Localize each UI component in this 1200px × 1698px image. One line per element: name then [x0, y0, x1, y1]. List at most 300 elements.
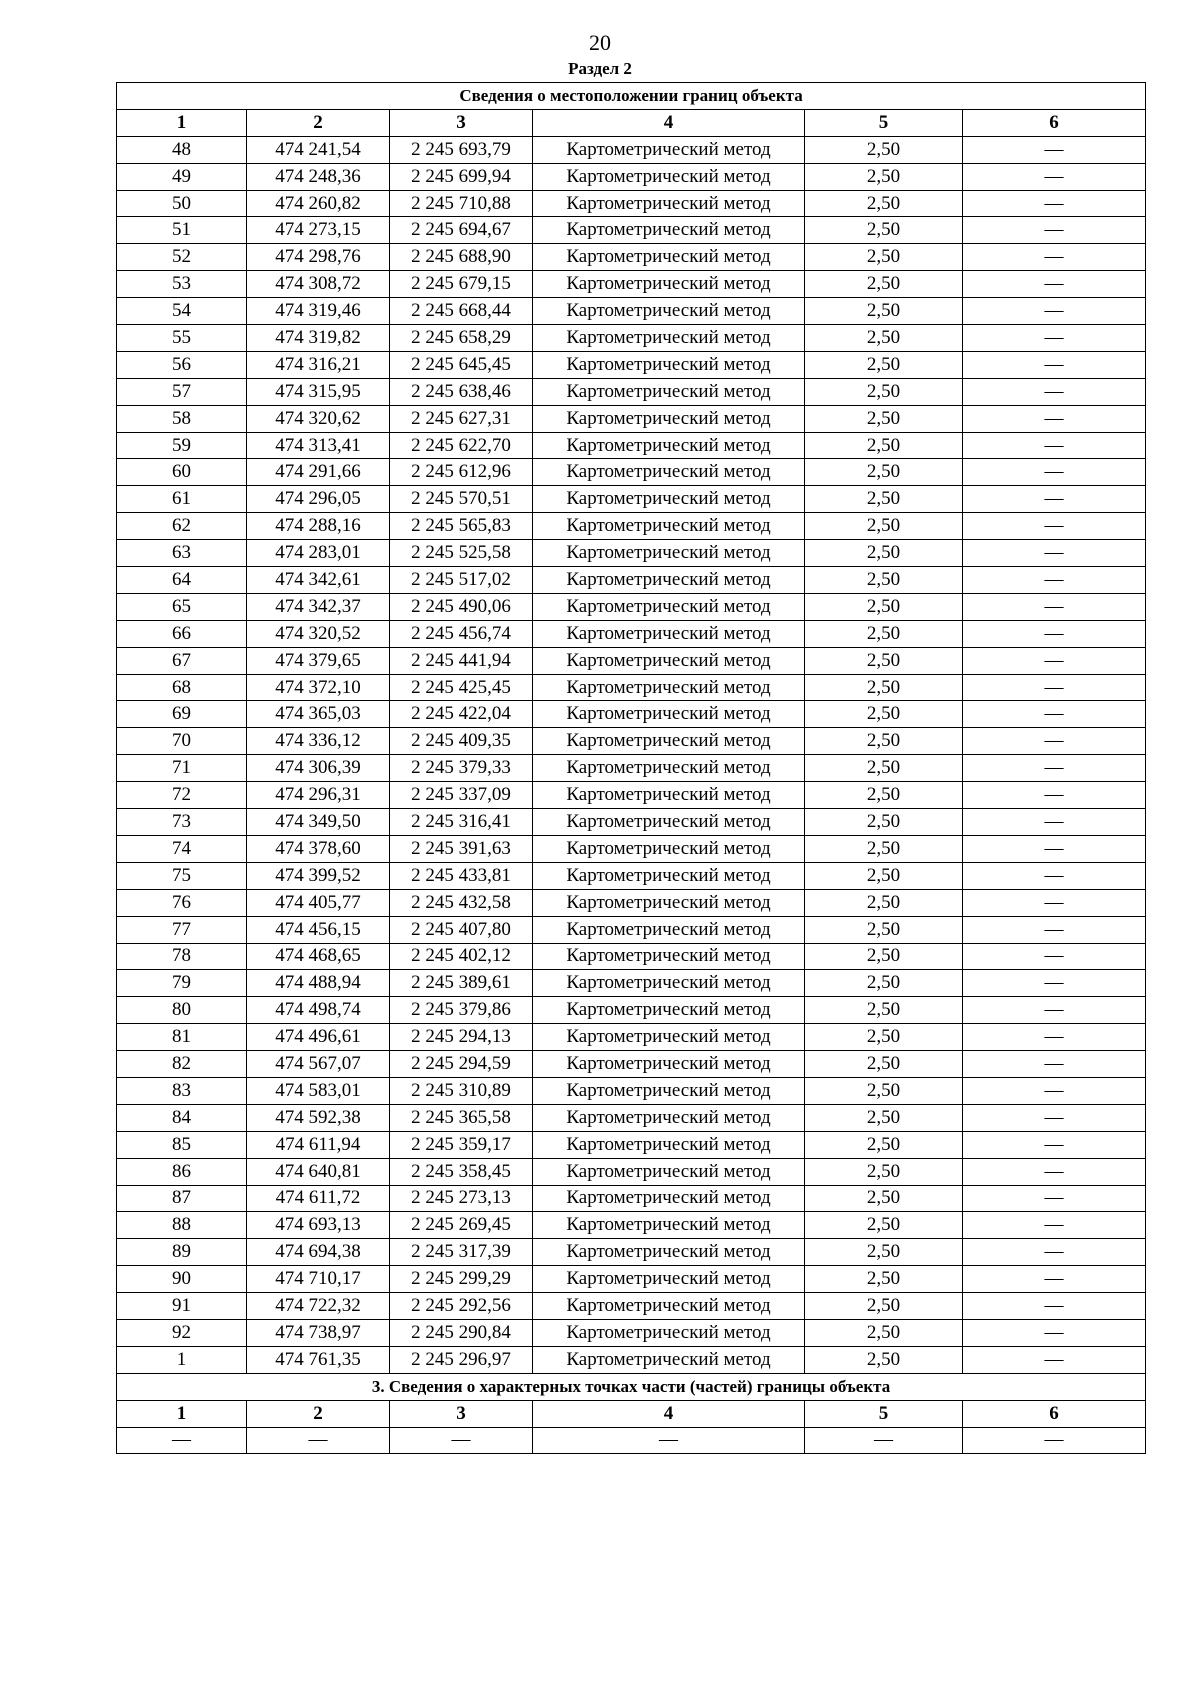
table-cell: — [963, 1051, 1146, 1078]
table-cell: — [963, 163, 1146, 190]
table-cell: Картометрический метод [533, 943, 805, 970]
table-cell: 80 [117, 997, 247, 1024]
table-cell: — [963, 459, 1146, 486]
table-cell: — [963, 916, 1146, 943]
table-cell: — [963, 1346, 1146, 1373]
column-header: 5 [805, 109, 963, 136]
table-cell: 2 245 379,86 [390, 997, 533, 1024]
table-cell: 87 [117, 1185, 247, 1212]
table-cell: Картометрический метод [533, 190, 805, 217]
table-cell: 2 245 612,96 [390, 459, 533, 486]
table-row [117, 513, 1146, 540]
table-cell: 2,50 [805, 620, 963, 647]
table-cell: 67 [117, 647, 247, 674]
table-row [117, 136, 1146, 163]
table-cell: 474 761,35 [247, 1346, 390, 1373]
table-cell: 474 710,17 [247, 1266, 390, 1293]
table-cell: 2,50 [805, 647, 963, 674]
page-number: 20 [589, 30, 611, 55]
table-cell: Картометрический метод [533, 1319, 805, 1346]
table-cell: Картометрический метод [533, 1131, 805, 1158]
table-cell: 2,50 [805, 351, 963, 378]
table-cell: Картометрический метод [533, 136, 805, 163]
table-cell: 474 316,21 [247, 351, 390, 378]
table-cell: Картометрический метод [533, 620, 805, 647]
table-cell: — [963, 540, 1146, 567]
table-cell: 2,50 [805, 486, 963, 513]
table-row [117, 701, 1146, 728]
table-cell: Картометрический метод [533, 997, 805, 1024]
table-row [117, 567, 1146, 594]
table-cell: Картометрический метод [533, 1158, 805, 1185]
table-cell: — [963, 378, 1146, 405]
table-cell: 50 [117, 190, 247, 217]
table-cell: — [963, 1185, 1146, 1212]
table-cell: 474 372,10 [247, 674, 390, 701]
table-cell: 74 [117, 835, 247, 862]
table-cell: 2 245 294,59 [390, 1051, 533, 1078]
table-cell: 2,50 [805, 1104, 963, 1131]
table-row [117, 298, 1146, 325]
table-cell: 2,50 [805, 1293, 963, 1320]
table-cell: 2 245 699,94 [390, 163, 533, 190]
table-row [117, 163, 1146, 190]
table-cell: Картометрический метод [533, 728, 805, 755]
table-cell: 474 248,36 [247, 163, 390, 190]
table-cell: 2 245 688,90 [390, 244, 533, 271]
table-cell: — [963, 593, 1146, 620]
table-row [117, 190, 1146, 217]
table-cell: 474 496,61 [247, 1024, 390, 1051]
table-cell: 57 [117, 378, 247, 405]
table-cell: Картометрический метод [533, 1077, 805, 1104]
table-cell: 474 468,65 [247, 943, 390, 970]
table-cell: 86 [117, 1158, 247, 1185]
table-row [117, 217, 1146, 244]
table-cell: 474 693,13 [247, 1212, 390, 1239]
table-cell: — [963, 997, 1146, 1024]
table-cell: 2 245 409,35 [390, 728, 533, 755]
table-row [117, 835, 1146, 862]
table-cell: 63 [117, 540, 247, 567]
table-cell: 2,50 [805, 862, 963, 889]
table-row [117, 244, 1146, 271]
table-row [117, 1024, 1146, 1051]
table-cell: Картометрический метод [533, 405, 805, 432]
table-cell: 2,50 [805, 835, 963, 862]
table-cell: 474 738,97 [247, 1319, 390, 1346]
table-cell: 474 592,38 [247, 1104, 390, 1131]
table-title: Сведения о местоположении границ объекта [117, 83, 1146, 110]
table-cell: — [963, 889, 1146, 916]
table-cell: 2 245 407,80 [390, 916, 533, 943]
table-cell: Картометрический метод [533, 701, 805, 728]
table-row [117, 378, 1146, 405]
table-title-row [117, 83, 1146, 110]
table-row [117, 593, 1146, 620]
table-row [117, 1319, 1146, 1346]
table-cell: Картометрический метод [533, 1212, 805, 1239]
table-cell: Картометрический метод [533, 593, 805, 620]
table-cell: 73 [117, 809, 247, 836]
column-header: 1 [117, 1400, 247, 1427]
table-cell: 2 245 425,45 [390, 674, 533, 701]
table-cell: — [963, 755, 1146, 782]
table-cell: Картометрический метод [533, 970, 805, 997]
table-cell: 2,50 [805, 244, 963, 271]
table-cell: 474 640,81 [247, 1158, 390, 1185]
table-cell: 77 [117, 916, 247, 943]
table-cell: — [247, 1427, 390, 1454]
table-cell: 474 342,37 [247, 593, 390, 620]
table-cell: 474 365,03 [247, 701, 390, 728]
table-cell: 474 379,65 [247, 647, 390, 674]
table-cell: — [805, 1427, 963, 1454]
table-cell: 2 245 310,89 [390, 1077, 533, 1104]
table-cell: — [963, 567, 1146, 594]
table-cell: 2 245 389,61 [390, 970, 533, 997]
table-cell: — [533, 1427, 805, 1454]
table-cell: 474 342,61 [247, 567, 390, 594]
table-cell: 474 378,60 [247, 835, 390, 862]
table-row [117, 1346, 1146, 1373]
column-header: 2 [247, 109, 390, 136]
table-cell: Картометрический метод [533, 1051, 805, 1078]
table-cell: 85 [117, 1131, 247, 1158]
table-row [117, 1077, 1146, 1104]
table-cell: 2,50 [805, 513, 963, 540]
table-cell: 2 245 290,84 [390, 1319, 533, 1346]
table-cell: Картометрический метод [533, 1346, 805, 1373]
table-cell: 474 320,52 [247, 620, 390, 647]
table-row [117, 1239, 1146, 1266]
table-cell: 2 245 694,67 [390, 217, 533, 244]
table-cell: 2 245 679,15 [390, 271, 533, 298]
column-header: 4 [533, 1400, 805, 1427]
table-cell: 61 [117, 486, 247, 513]
table-row [117, 620, 1146, 647]
table-cell: 474 498,74 [247, 997, 390, 1024]
table-cell: 474 488,94 [247, 970, 390, 997]
table-cell: 2,50 [805, 1266, 963, 1293]
table-cell: 474 308,72 [247, 271, 390, 298]
section-title: Раздел 2 [568, 59, 632, 78]
table-cell: 2,50 [805, 997, 963, 1024]
table-cell: 82 [117, 1051, 247, 1078]
table-cell: Картометрический метод [533, 163, 805, 190]
table-cell: 2,50 [805, 889, 963, 916]
table-row [117, 432, 1146, 459]
table-cell: 474 349,50 [247, 809, 390, 836]
table-cell: 2 245 337,09 [390, 782, 533, 809]
table-cell: 474 399,52 [247, 862, 390, 889]
table-row [117, 325, 1146, 352]
table-cell: Картометрический метод [533, 298, 805, 325]
table-cell: — [963, 1104, 1146, 1131]
table-cell: 2 245 433,81 [390, 862, 533, 889]
table-cell: — [963, 1239, 1146, 1266]
table-cell: — [963, 1266, 1146, 1293]
table-cell: 2 245 710,88 [390, 190, 533, 217]
table-cell: 474 456,15 [247, 916, 390, 943]
table-cell: — [963, 136, 1146, 163]
table-cell: 474 288,16 [247, 513, 390, 540]
table-cell: 474 315,95 [247, 378, 390, 405]
table-cell: — [963, 1212, 1146, 1239]
table-row [117, 728, 1146, 755]
table-cell: 2 245 456,74 [390, 620, 533, 647]
table-cell: 2,50 [805, 217, 963, 244]
table-row [117, 1131, 1146, 1158]
column-header: 3 [390, 1400, 533, 1427]
table-cell: 59 [117, 432, 247, 459]
table-cell: Картометрический метод [533, 1104, 805, 1131]
table-row [117, 1104, 1146, 1131]
table-cell: 70 [117, 728, 247, 755]
table-cell: 474 306,39 [247, 755, 390, 782]
table-cell: 60 [117, 459, 247, 486]
table-row [117, 486, 1146, 513]
table-cell: — [963, 1319, 1146, 1346]
table-cell: 2 245 365,58 [390, 1104, 533, 1131]
table-cell: — [963, 432, 1146, 459]
table-cell: 2 245 422,04 [390, 701, 533, 728]
table-cell: 2,50 [805, 432, 963, 459]
table-cell: 474 583,01 [247, 1077, 390, 1104]
table-row [117, 970, 1146, 997]
table-cell: Картометрический метод [533, 755, 805, 782]
table-cell: 2 245 693,79 [390, 136, 533, 163]
table-cell: 2,50 [805, 459, 963, 486]
table-cell: 2,50 [805, 540, 963, 567]
section3-body [117, 1373, 1146, 1454]
table-cell: 88 [117, 1212, 247, 1239]
table-cell: 55 [117, 325, 247, 352]
table-row [117, 997, 1146, 1024]
table-cell: 474 283,01 [247, 540, 390, 567]
table-cell: 2 245 296,97 [390, 1346, 533, 1373]
table-cell: 2 245 490,06 [390, 593, 533, 620]
table-cell: 2 245 658,29 [390, 325, 533, 352]
table-cell: — [963, 970, 1146, 997]
table-cell: Картометрический метод [533, 271, 805, 298]
table-cell: 2,50 [805, 1051, 963, 1078]
table-cell: — [963, 943, 1146, 970]
table-cell: 2 245 517,02 [390, 567, 533, 594]
table-cell: — [117, 1427, 247, 1454]
boundary-table [116, 82, 1146, 1454]
table-cell: — [963, 701, 1146, 728]
table-cell: 2 245 358,45 [390, 1158, 533, 1185]
table-cell: 72 [117, 782, 247, 809]
table-cell: 474 611,94 [247, 1131, 390, 1158]
table-cell: Картометрический метод [533, 809, 805, 836]
table-cell: — [963, 486, 1146, 513]
table-cell: 2,50 [805, 755, 963, 782]
table-cell: 2,50 [805, 1185, 963, 1212]
table-cell: — [963, 217, 1146, 244]
table-cell: Картометрический метод [533, 1266, 805, 1293]
table-cell: 2 245 294,13 [390, 1024, 533, 1051]
table-row [117, 1212, 1146, 1239]
table-cell: 2 245 638,46 [390, 378, 533, 405]
column-header: 3 [390, 109, 533, 136]
table-cell: 2,50 [805, 1158, 963, 1185]
table-cell: 474 298,76 [247, 244, 390, 271]
table-cell: 2,50 [805, 1346, 963, 1373]
table-cell: — [963, 1131, 1146, 1158]
table-cell: Картометрический метод [533, 916, 805, 943]
table-row [117, 674, 1146, 701]
table-cell: 2,50 [805, 674, 963, 701]
table-cell: Картометрический метод [533, 674, 805, 701]
table-row [117, 647, 1146, 674]
table-cell: 474 273,15 [247, 217, 390, 244]
table-cell: 2 245 565,83 [390, 513, 533, 540]
column-header: 6 [963, 109, 1146, 136]
table-cell: 474 291,66 [247, 459, 390, 486]
table-cell: Картометрический метод [533, 486, 805, 513]
column-header: 4 [533, 109, 805, 136]
table-row [117, 1266, 1146, 1293]
table-cell: 2 245 570,51 [390, 486, 533, 513]
table-cell: 2,50 [805, 298, 963, 325]
table-cell: — [963, 298, 1146, 325]
table-cell: — [390, 1427, 533, 1454]
table-cell: Картометрический метод [533, 217, 805, 244]
table-cell: 2 245 441,94 [390, 647, 533, 674]
table-row [117, 405, 1146, 432]
table-cell: 76 [117, 889, 247, 916]
table-cell: 474 694,38 [247, 1239, 390, 1266]
table-cell: — [963, 1158, 1146, 1185]
table-cell: 2,50 [805, 782, 963, 809]
table-cell: 65 [117, 593, 247, 620]
table-cell: 2,50 [805, 325, 963, 352]
table-cell: 2,50 [805, 136, 963, 163]
table-cell: — [963, 244, 1146, 271]
table-cell: 2,50 [805, 809, 963, 836]
table-cell: 474 313,41 [247, 432, 390, 459]
table-cell: — [963, 1024, 1146, 1051]
table-cell: 2 245 316,41 [390, 809, 533, 836]
table-cell: 51 [117, 217, 247, 244]
table-cell: 83 [117, 1077, 247, 1104]
table-cell: 474 722,32 [247, 1293, 390, 1320]
table-cell: Картометрический метод [533, 459, 805, 486]
table-cell: 2,50 [805, 1319, 963, 1346]
table-cell: 474 320,62 [247, 405, 390, 432]
table-cell: — [963, 325, 1146, 352]
table-cell: 2 245 627,31 [390, 405, 533, 432]
table-cell: 49 [117, 163, 247, 190]
table-cell: 2 245 622,70 [390, 432, 533, 459]
table-cell: 54 [117, 298, 247, 325]
table-cell: 2 245 645,45 [390, 351, 533, 378]
table-cell: 84 [117, 1104, 247, 1131]
table-cell: — [963, 620, 1146, 647]
table-cell: — [963, 1077, 1146, 1104]
table-cell: 90 [117, 1266, 247, 1293]
table-cell: 2,50 [805, 405, 963, 432]
table-cell: 474 611,72 [247, 1185, 390, 1212]
table-row [117, 943, 1146, 970]
table-row [117, 1051, 1146, 1078]
column-header: 2 [247, 1400, 390, 1427]
table-cell: 2 245 432,58 [390, 889, 533, 916]
table-cell: — [963, 351, 1146, 378]
table-cell: 474 241,54 [247, 136, 390, 163]
table-cell: 474 260,82 [247, 190, 390, 217]
table-cell: 2 245 668,44 [390, 298, 533, 325]
table-cell: 2,50 [805, 728, 963, 755]
table-cell: 2 245 317,39 [390, 1239, 533, 1266]
table-cell: 69 [117, 701, 247, 728]
table-cell: 2,50 [805, 970, 963, 997]
table-cell: — [963, 513, 1146, 540]
table-cell: Картометрический метод [533, 647, 805, 674]
table-cell: 66 [117, 620, 247, 647]
table-cell: 474 405,77 [247, 889, 390, 916]
table-cell: 474 296,05 [247, 486, 390, 513]
column-header: 1 [117, 109, 247, 136]
table-cell: Картометрический метод [533, 782, 805, 809]
column-header-row [117, 109, 1146, 136]
table-cell: — [963, 862, 1146, 889]
table-cell: 2,50 [805, 1131, 963, 1158]
table-row [117, 916, 1146, 943]
table-cell: Картометрический метод [533, 244, 805, 271]
table-cell: Картометрический метод [533, 889, 805, 916]
table-cell: 2,50 [805, 701, 963, 728]
table-cell: Картометрический метод [533, 351, 805, 378]
table-cell: 474 296,31 [247, 782, 390, 809]
table-cell: 474 319,82 [247, 325, 390, 352]
table-cell: 2,50 [805, 271, 963, 298]
table-cell: 2,50 [805, 567, 963, 594]
table-cell: Картометрический метод [533, 1185, 805, 1212]
table-row [117, 1427, 1146, 1454]
column-header: 5 [805, 1400, 963, 1427]
table-cell: — [963, 647, 1146, 674]
table-cell: 2 245 391,63 [390, 835, 533, 862]
table-cell: Картометрический метод [533, 1024, 805, 1051]
table-cell: 2,50 [805, 378, 963, 405]
table-cell: 2,50 [805, 1077, 963, 1104]
table-cell: 2,50 [805, 1239, 963, 1266]
table-cell: 56 [117, 351, 247, 378]
table-cell: 58 [117, 405, 247, 432]
section3-header-row [117, 1400, 1146, 1427]
table-cell: 81 [117, 1024, 247, 1051]
table-cell: 2,50 [805, 1024, 963, 1051]
table-row [117, 809, 1146, 836]
table-cell: 2 245 299,29 [390, 1266, 533, 1293]
table-cell: Картометрический метод [533, 862, 805, 889]
table-cell: 2 245 292,56 [390, 1293, 533, 1320]
table-body [117, 136, 1146, 1373]
table-row [117, 1158, 1146, 1185]
table-cell: 1 [117, 1346, 247, 1373]
table-cell: Картометрический метод [533, 378, 805, 405]
table-cell: — [963, 1427, 1146, 1454]
table-row [117, 540, 1146, 567]
table-cell: 62 [117, 513, 247, 540]
table-cell: 2,50 [805, 190, 963, 217]
table-cell: — [963, 835, 1146, 862]
table-cell: 52 [117, 244, 247, 271]
table-cell: 53 [117, 271, 247, 298]
